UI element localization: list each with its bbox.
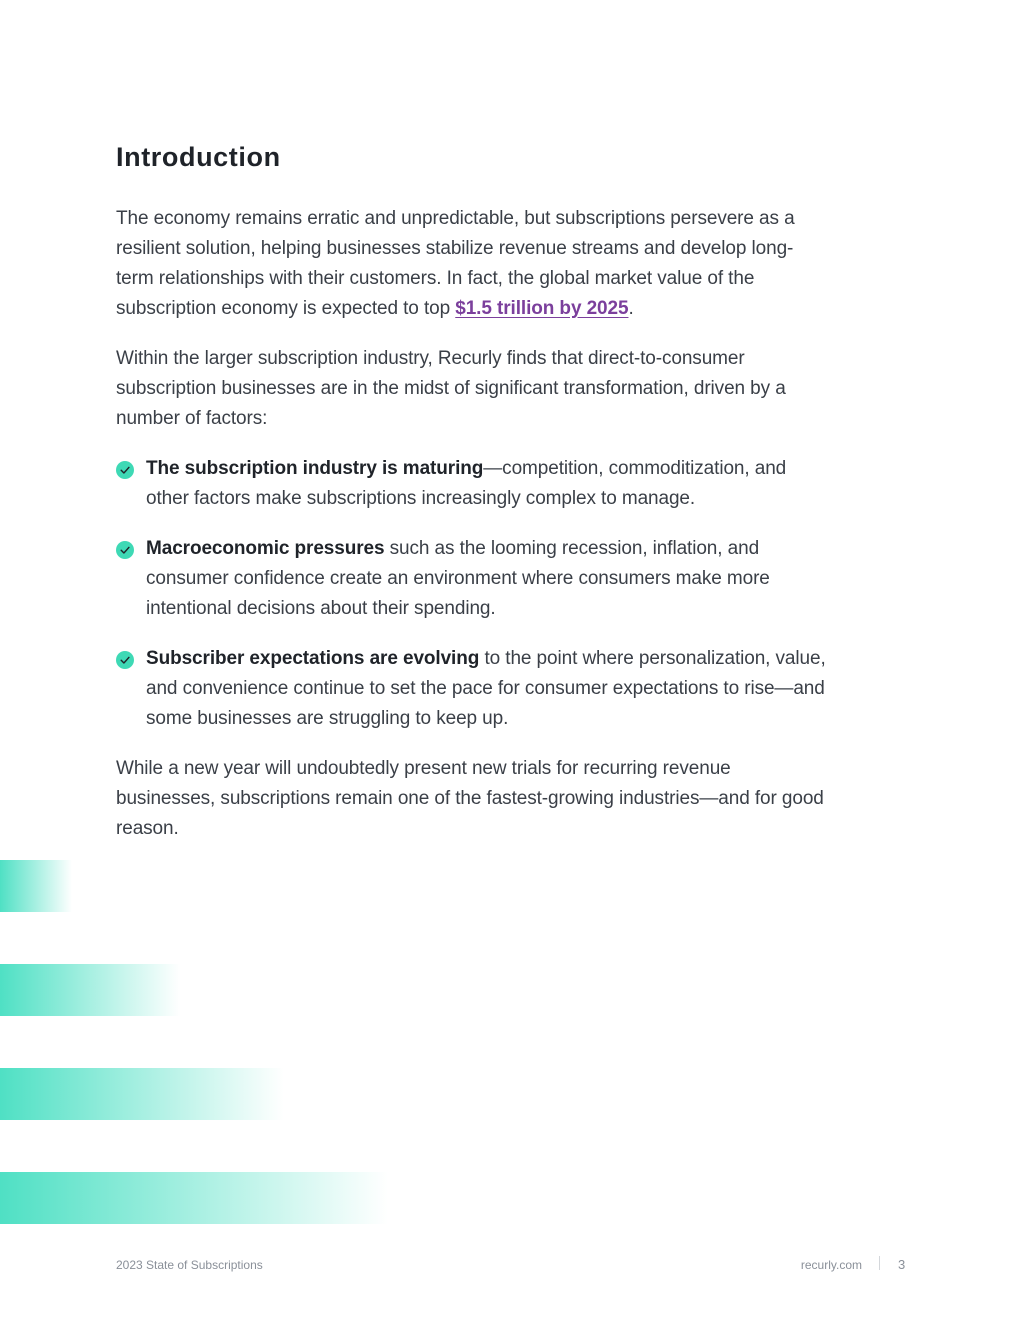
bullet-title: Macroeconomic pressures xyxy=(146,538,385,559)
check-circle-icon xyxy=(116,651,134,669)
closing-paragraph: While a new year will undoubtedly present new trials for recurring revenue businesses, subscriptions remain one of the fastest-growing industries—and for good reason. xyxy=(116,758,824,839)
bullet-text: to the point where personalization, value, and convenience continue to set the pace for consumer expectations to rise—and some businesses are struggling to keep up. xyxy=(146,648,826,729)
intro-period: . xyxy=(628,298,634,319)
gradient-bar xyxy=(0,860,72,912)
market-value-link[interactable]: $1.5 trillion by 2025 xyxy=(455,298,629,319)
bullet-title: Subscriber expectations are evolving xyxy=(146,648,480,669)
list-item xyxy=(116,644,826,734)
intro-text: The economy remains erratic and unpredictable, but subscriptions persevere as a resilient solution, helping businesses stabilize revenue streams and develop long-term relationships with their customers. In fact, the global market value of the subscription economy is expected to top xyxy=(116,208,795,319)
page-number: 3 xyxy=(898,1257,906,1272)
check-circle-icon xyxy=(116,461,134,479)
bullet-text: such as the looming recession, inflation, and consumer confidence create an environment where consumers make more intentional decisions about their spending. xyxy=(146,538,770,619)
list-item xyxy=(116,534,826,624)
bullet-title: The subscription industry is maturing xyxy=(146,458,484,479)
factors-list xyxy=(116,454,826,734)
page-title: Introduction xyxy=(116,142,281,172)
gradient-bar xyxy=(0,964,180,1016)
intro-paragraph xyxy=(116,204,826,324)
decorative-gradient-bars xyxy=(0,860,400,1224)
footer-title: 2023 State of Subscriptions xyxy=(116,1258,263,1272)
gradient-bar xyxy=(0,1172,388,1224)
footer-site: recurly.com xyxy=(800,1258,862,1272)
body-text xyxy=(116,204,826,864)
gradient-bar xyxy=(0,1068,284,1120)
bullet-text: —competition, commoditization, and other factors make subscriptions increasingly complex to manage. xyxy=(146,458,787,509)
list-item xyxy=(116,454,826,514)
factors-paragraph: Within the larger subscription industry, Recurly finds that direct-to-consumer subscription businesses are in the midst of significant transformation, driven by a number of factors: xyxy=(116,348,786,429)
footer-divider xyxy=(879,1256,880,1270)
check-circle-icon xyxy=(116,541,134,559)
